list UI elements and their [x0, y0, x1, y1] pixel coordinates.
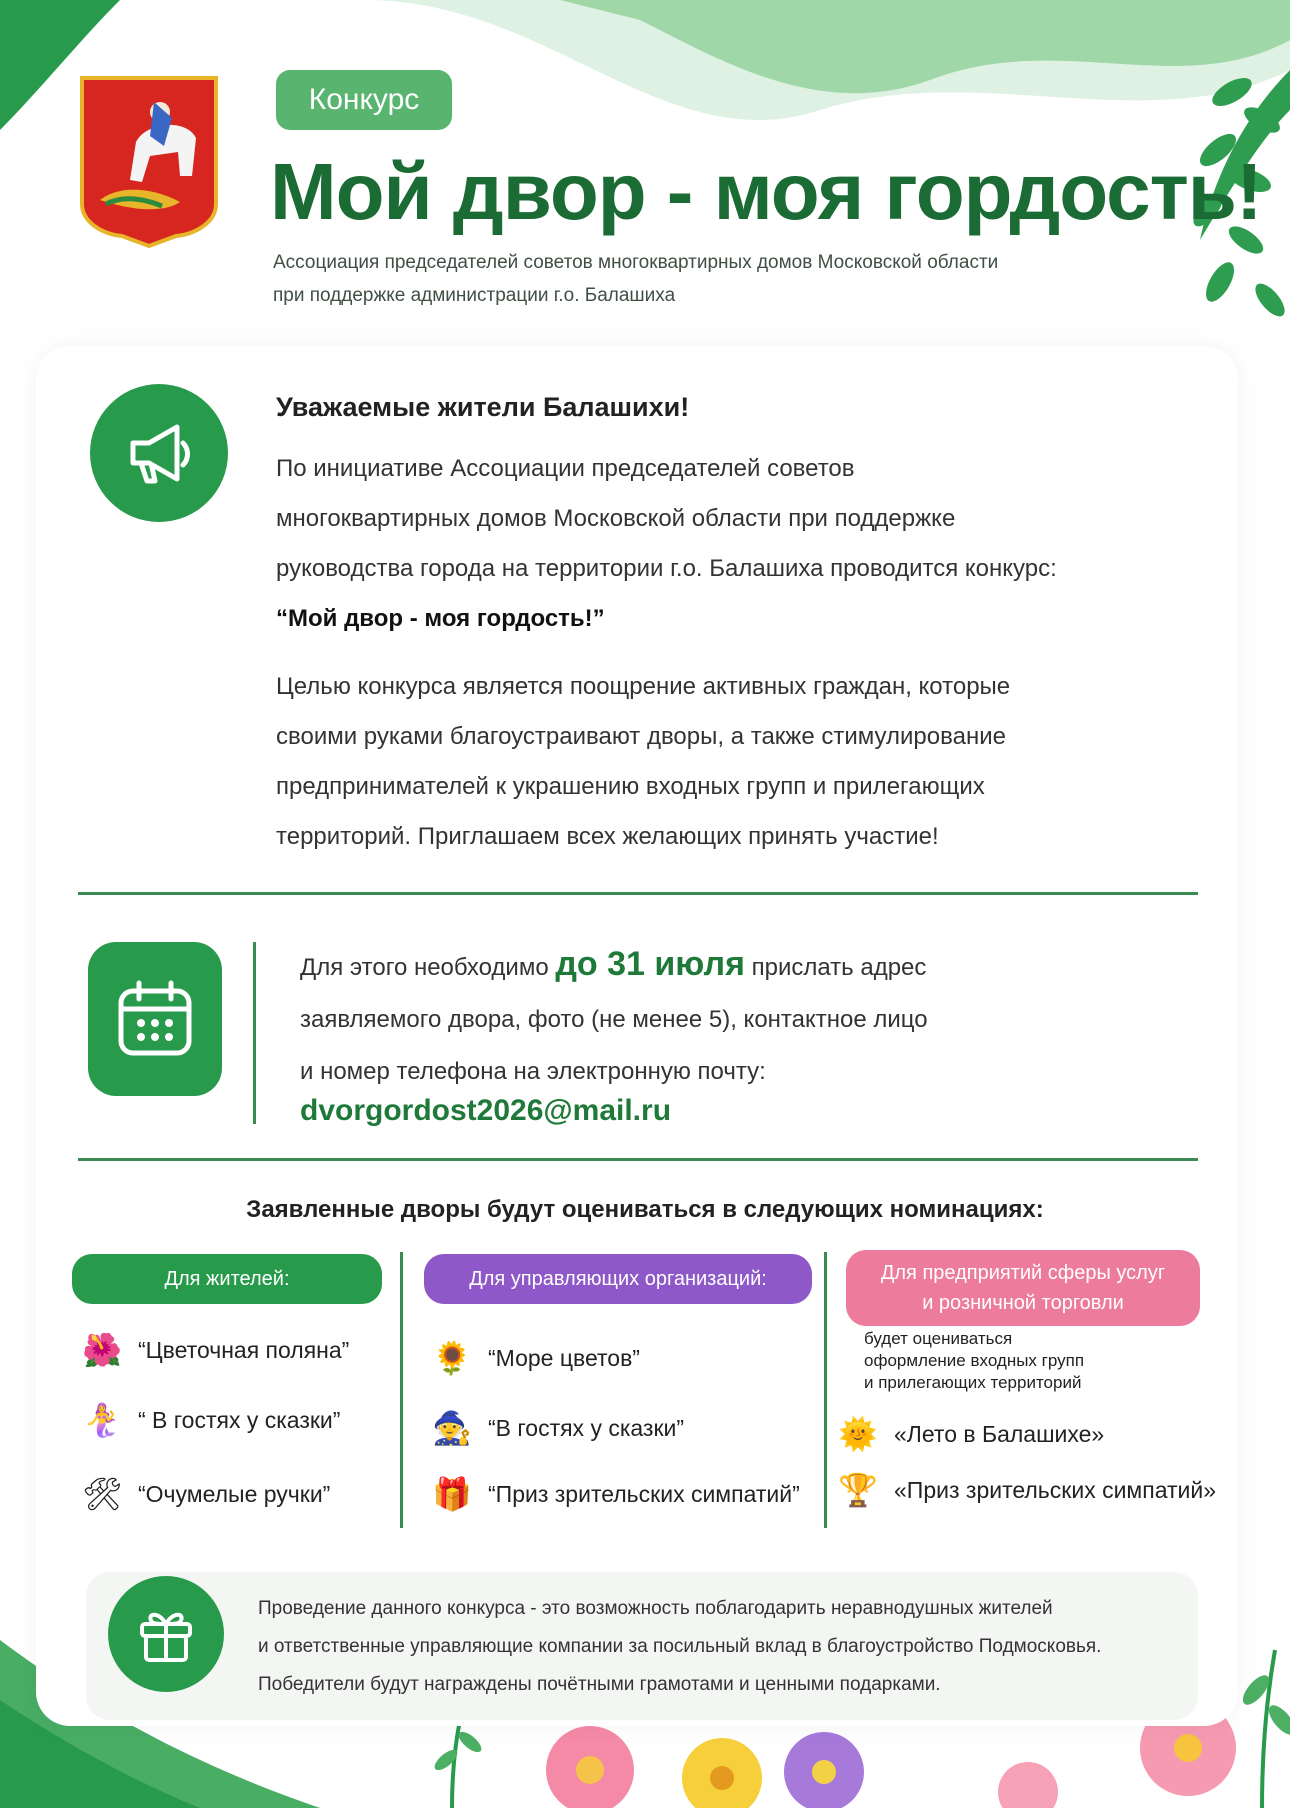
megaphone-icon — [90, 384, 228, 522]
deadline-suffix: прислать адрес — [751, 954, 927, 981]
nomination-item — [838, 1474, 1216, 1506]
nominations-heading: Заявленные дворы будут оцениваться в следующих номинациях: — [246, 1196, 1044, 1223]
intro-line: По инициативе Ассоциации председателей советов — [276, 455, 855, 482]
intro-line: многоквартирных домов Московской области при поддержке — [276, 505, 956, 532]
column-divider — [400, 1252, 403, 1528]
nomination-label: “ В гостях у сказки” — [138, 1406, 341, 1433]
contest-name-quote: “Мой двор - моя гордость!” — [276, 605, 605, 632]
intro-paragraph — [276, 444, 1196, 644]
goal-line: территорий. Приглашаем всех желающих принять участие! — [276, 823, 939, 850]
contest-badge: Конкурс — [276, 70, 452, 130]
nomination-item — [82, 1404, 340, 1436]
note-line: и прилегающих территорий — [864, 1373, 1082, 1392]
note-line: оформление входных групп — [864, 1351, 1085, 1370]
calendar-icon — [88, 942, 222, 1096]
footer-line: и ответственные управляющие компании за посильный вклад в благоустройство Подмосковья. — [258, 1636, 1102, 1657]
subtitle-line: при поддержке администрации г.о. Балашиха — [273, 285, 676, 306]
deadline-text — [300, 938, 1080, 1098]
nomination-label: «Лето в Балашихе» — [894, 1420, 1105, 1447]
nomination-label: “В гостях у сказки” — [488, 1414, 685, 1441]
footer-line: Проведение данного конкурса - это возможность поблагодарить неравнодушных жителей — [258, 1598, 1053, 1619]
section-divider — [78, 892, 1198, 895]
footer-line: Победители будут награждены почётными грамотами и ценными подарками. — [258, 1674, 941, 1695]
nomination-item — [432, 1412, 684, 1444]
contact-email-link[interactable]: dvorgordost2026@mail.ru — [300, 1094, 672, 1127]
mermaid-icon: 🧜‍♀️ — [82, 1402, 122, 1438]
goal-paragraph — [276, 662, 1196, 862]
nomination-label: “Цветочная поляна” — [138, 1336, 350, 1363]
business-evaluation-note — [864, 1328, 1164, 1394]
goal-line: своими руками благоустраивают дворы, а также стимулирование — [276, 723, 1006, 750]
deadline-prefix: Для этого необходимо — [300, 954, 549, 981]
nomination-item — [432, 1478, 800, 1510]
sunflower-icon: 🌻 — [432, 1340, 472, 1376]
pill-line: и розничной торговли — [922, 1292, 1124, 1314]
goal-line: Целью конкурса является поощрение активных граждан, которые — [276, 673, 1011, 700]
sun-icon: 🌞 — [838, 1416, 878, 1452]
nomination-label: “Приз зрительских симпатий” — [488, 1480, 800, 1507]
deadline-date: до 31 июля — [555, 945, 745, 983]
trophy-icon: 🏆 — [838, 1472, 878, 1508]
greeting-heading: Уважаемые жители Балашихи! — [276, 392, 690, 422]
column-divider — [824, 1252, 827, 1528]
gift-icon: 🎁 — [432, 1476, 472, 1512]
nomination-item — [82, 1334, 349, 1366]
organizer-subtitle — [273, 246, 1213, 312]
business-category-pill — [846, 1250, 1200, 1326]
page-title: Мой двор - моя гордость! — [270, 147, 1262, 236]
subtitle-line: Ассоциация председателей советов многоквартирных домов Московской области — [273, 252, 999, 273]
goal-line: предпринимателей к украшению входных групп и прилегающих — [276, 773, 985, 800]
nomination-item — [82, 1478, 330, 1510]
wizard-hat-icon: 🧙 — [432, 1410, 472, 1446]
deadline-line: и номер телефона на электронную почту: — [300, 1058, 766, 1085]
vertical-divider — [253, 942, 256, 1124]
section-divider — [78, 1158, 1198, 1161]
nomination-item — [838, 1418, 1104, 1450]
intro-line: руководства города на территории г.о. Балашиха проводится конкурс: — [276, 555, 1057, 582]
management-category-pill: Для управляющих организаций: — [424, 1254, 812, 1304]
nomination-label: “Очумелые ручки” — [138, 1480, 331, 1507]
hibiscus-icon: 🌺 — [82, 1332, 122, 1368]
nomination-label: «Приз зрительских симпатий» — [894, 1476, 1217, 1503]
residents-category-pill: Для жителей: — [72, 1254, 382, 1304]
coat-of-arms-icon — [76, 72, 222, 248]
deadline-line: заявляемого двора, фото (не менее 5), контактное лицо — [300, 1006, 928, 1033]
nomination-item — [432, 1342, 640, 1374]
pill-line: Для предприятий сферы услуг — [880, 1262, 1166, 1284]
gift-icon — [108, 1576, 224, 1692]
nomination-label: “Море цветов” — [488, 1344, 640, 1371]
tools-icon: 🛠 — [82, 1476, 123, 1512]
footer-text — [258, 1590, 1198, 1704]
note-line: будет оцениваться — [864, 1329, 1013, 1348]
